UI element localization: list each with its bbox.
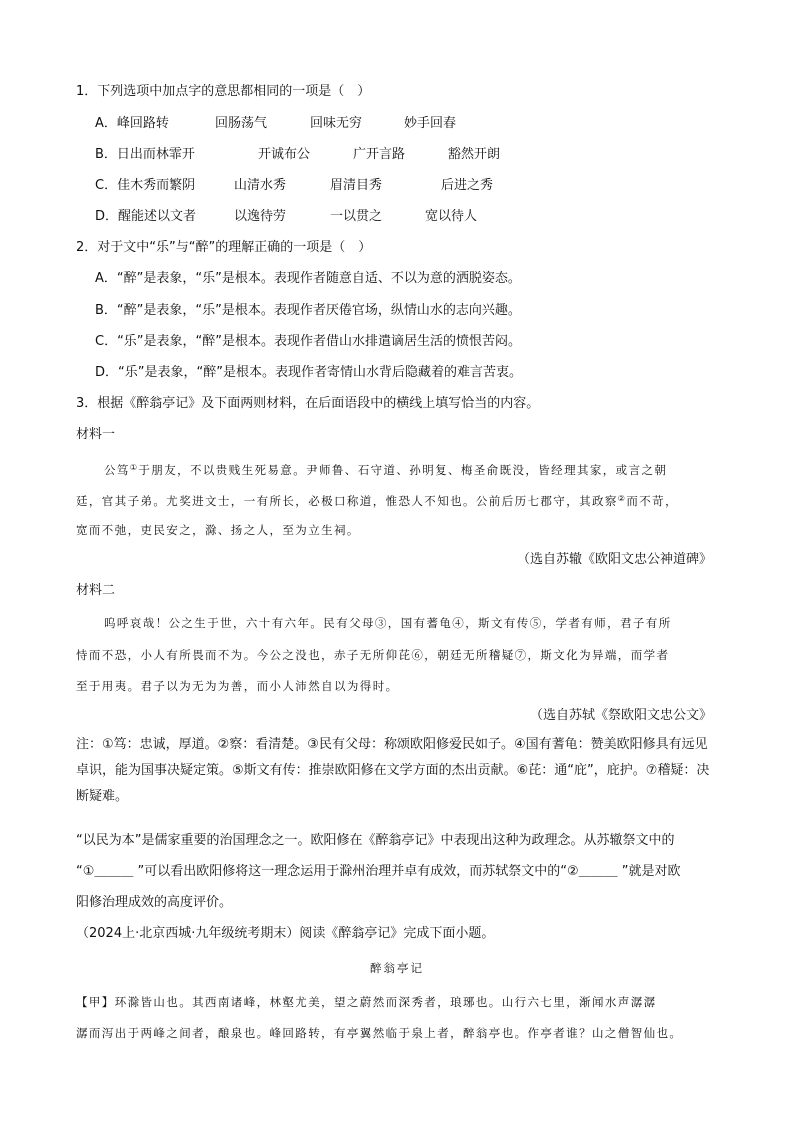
q2-option-c: C．“乐”是表象，“醉”是根本。表现作者借山水排遣谪居生活的愤恨苦闷。 xyxy=(95,334,522,349)
fill-paragraph-blanks: “①＿＿＿ ”可以看出欧阳修将这一理念运用于滁州治理并卓有成效，而苏轼祭文中的“②＿＿＿ ”就是对欧 xyxy=(76,864,681,879)
material-1-title: 材料一 xyxy=(76,427,116,442)
passage-line: 潺而泻出于两峰之间者，酿泉也。峰回路转，有亭翼然临于泉上者，醉翁亭也。作亭者谁？山之僧智仙也。 xyxy=(76,1026,683,1040)
material-2-line: 恃而不恐，小人有所畏而不为。今公之没也，赤子无所仰芘⑥，朝廷无所稽疑⑦，斯文化为异端，而学者 xyxy=(76,648,670,662)
material-1-line: 廷，官其子弟。尤奖进文士，一有所长，必极口称道，惟恐人不知也。公前后历七郡守，其政察②而不苛， xyxy=(76,494,678,508)
material-2-line: 呜呼哀哉！公之生于世，六十有六年。民有父母③，国有蓍龟④，斯文有传⑤，学者有师，君子有所 xyxy=(104,616,672,630)
q2-option-b: B．“醉”是表象，“乐”是根本。表现作者厌倦官场，纵情山水的志向兴趣。 xyxy=(95,303,521,318)
annotation-notes: 注：①笃：忠诚，厚道。②察：看清楚。③民有父母：称颂欧阳修爱民如子。④国有蓍龟：赞美欧阳修具有远见卓识，能为国事决疑定策。⑤斯文有传：推崇欧阳修在文学方面的杰出贡献。⑥芘：通“庇”，庇护。⑦稽疑：决断疑难。 xyxy=(76,737,710,804)
passage-line: 【甲】环滁皆山也。其西南诸峰，林壑尤美，望之蔚然而深秀者，琅琊也。山行六七里，渐闻水声潺潺 xyxy=(76,995,657,1009)
material-2-title: 材料二 xyxy=(76,583,116,598)
q3-stem: 3．根据《醉翁亭记》及下面两则材料，在后面语段中的横线上填写恰当的内容。 xyxy=(76,396,540,411)
q2-option-a: A．“醉”是表象，“乐”是根本。表现作者随意自适、不以为意的洒脱姿态。 xyxy=(95,271,521,286)
section-title: 醉翁亭记 xyxy=(370,961,424,975)
material-1-source: （选自苏辙《欧阳文忠公神道碑》 xyxy=(516,552,712,567)
material-2-line: 至于用夷。君子以为无为为善，而小人沛然自以为得时。 xyxy=(76,679,399,693)
section-intro: （2024上·北京西城·九年级统考期末）阅读《醉翁亭记》完成下面小题。 xyxy=(76,926,495,941)
q1-stem: 1．下列选项中加点字的意思都相同的一项是（ ） xyxy=(76,84,371,99)
fill-paragraph-end: 阳修治理成效的高度评价。 xyxy=(76,895,233,910)
q2-option-d: D．“乐”是表象，“醉”是根本。表现作者寄情山水背后隐藏着的难言苦衷。 xyxy=(95,365,522,380)
fill-paragraph: “以民为本”是儒家重要的治国理念之一。欧阳修在《醉翁亭记》中表现出这种为政理念。从苏辙祭文中的 xyxy=(76,833,675,848)
material-1-line: 公笃①于朋友，不以贵贱生死易意。尹师鲁、石守道、孙明复、梅圣俞既没，皆经理其家，或言之朝 xyxy=(104,463,668,477)
q2-stem: 2．对于文中“乐”与“醉”的理解正确的一项是（ ） xyxy=(76,240,372,255)
material-1-line: 宽而不弛，吏民安之，滁、扬之人，至为立生祠。 xyxy=(76,523,360,537)
material-2-source: （选自苏轼《祭欧阳文忠公文》 xyxy=(529,708,712,723)
